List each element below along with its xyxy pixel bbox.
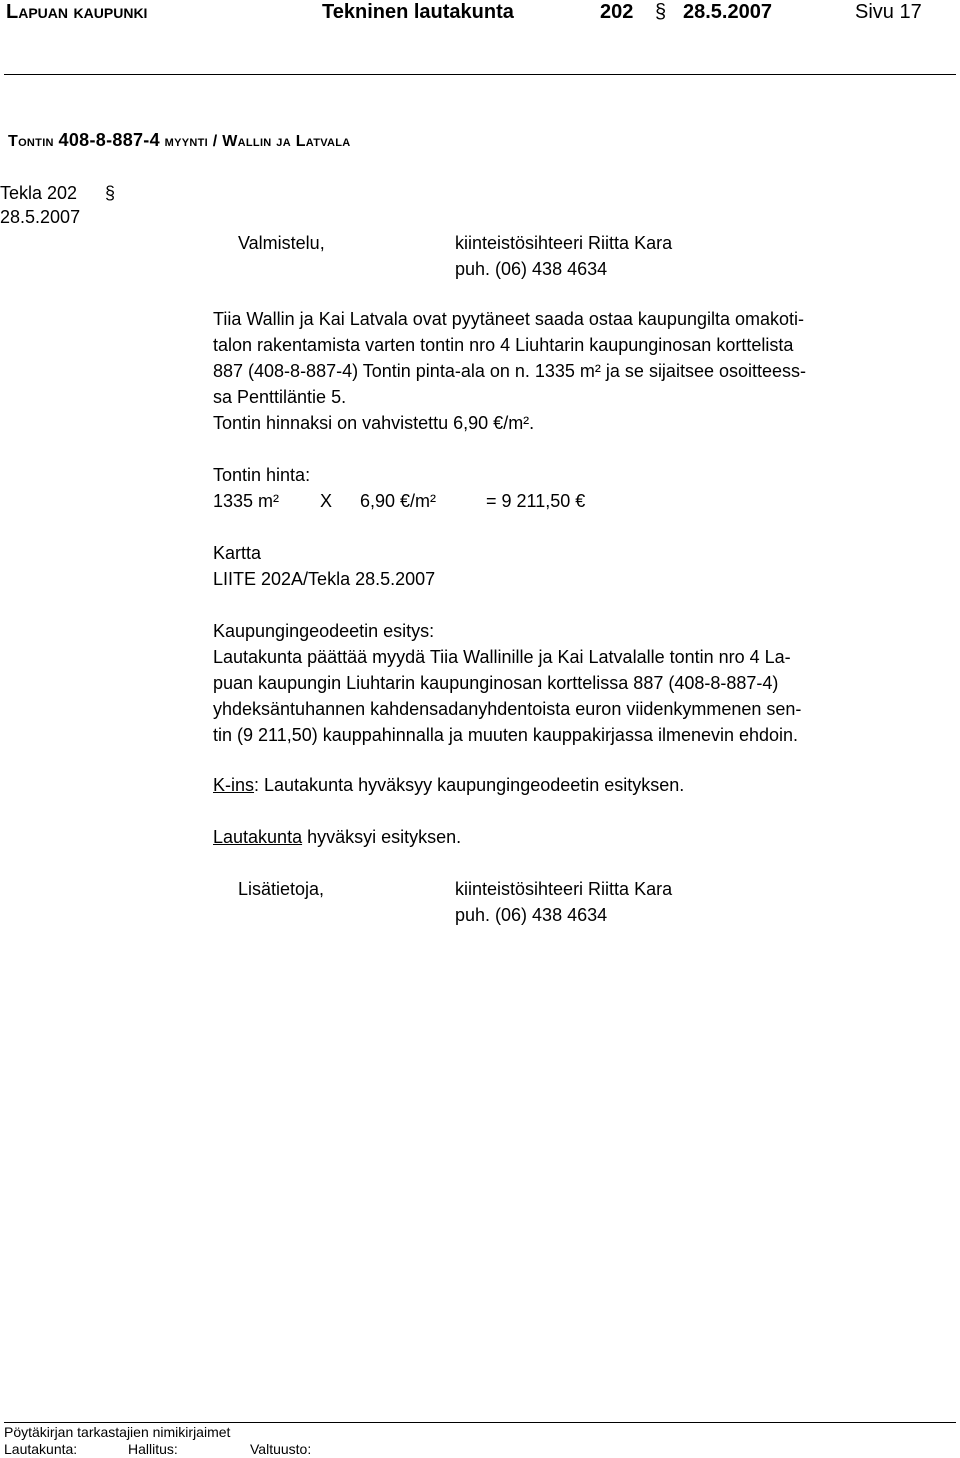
page-number: Sivu 17 bbox=[855, 1, 922, 23]
footer-rule bbox=[4, 1422, 956, 1423]
section-number: 202 bbox=[600, 1, 634, 23]
footer-title: Pöytäkirjan tarkastajien nimikirjaimet bbox=[4, 1424, 231, 1440]
price-label: Tontin hinta: bbox=[213, 465, 311, 485]
proposal-line: puan kaupungin Liuhtarin kaupunginosan korttelissa 887 (408-8-887-4) bbox=[213, 673, 779, 693]
intro-line: talon rakentamista varten tontin nro 4 Liuhtarin kaupunginosan korttelista bbox=[213, 335, 794, 355]
proposal-line: Lautakunta päättää myydä Tiia Wallinille ja Kai Latvalalle tontin nro 4 La- bbox=[213, 647, 791, 667]
kins-statement bbox=[213, 772, 684, 798]
map-attachment: LIITE 202A/Tekla 28.5.2007 bbox=[213, 569, 436, 589]
ref-section-mark: § bbox=[105, 183, 116, 203]
meeting-date: 28.5.2007 bbox=[683, 1, 772, 23]
price-statement: Tontin hinnaksi on vahvistettu 6,90 €/m². bbox=[213, 413, 535, 433]
ref-date: 28.5.2007 bbox=[0, 207, 81, 227]
proposal-paragraph bbox=[213, 644, 938, 748]
kins-text: : Lautakunta hyväksyy kaupungingeodeetin esityksen. bbox=[254, 775, 685, 795]
info-label: Lisätietoja, bbox=[238, 879, 325, 899]
map-label: Kartta bbox=[213, 543, 262, 563]
price-area: 1335 m² bbox=[213, 491, 280, 511]
price-times: X bbox=[320, 491, 333, 511]
footer-signer-council: Valtuusto: bbox=[250, 1441, 312, 1457]
info-phone: puh. (06) 438 4634 bbox=[455, 905, 608, 925]
footer-signer-board: Lautakunta: bbox=[4, 1441, 78, 1457]
ref-tekla: Tekla 202 bbox=[0, 183, 78, 203]
committee-name: Tekninen lautakunta bbox=[322, 1, 514, 23]
proposal-label: Kaupungingeodeetin esitys: bbox=[213, 621, 435, 641]
footer-signer-government: Hallitus: bbox=[128, 1441, 178, 1457]
decision-text: hyväksyi esityksen. bbox=[302, 827, 462, 847]
preparer-name: kiinteistösihteeri Riitta Kara bbox=[455, 233, 673, 253]
page-title: Tontin 408-8-887-4 myynti / Wallin ja Latvala bbox=[8, 130, 351, 150]
decision-label: Lautakunta bbox=[213, 827, 303, 847]
intro-line: sa Penttiläntie 5. bbox=[213, 387, 347, 407]
preparer-label: Valmistelu, bbox=[238, 233, 325, 253]
intro-paragraph bbox=[213, 306, 938, 436]
header-rule bbox=[4, 74, 956, 75]
intro-line: 887 (408-8-887-4) Tontin pinta-ala on n. 1335 m² ja se sijaitsee osoitteess- bbox=[213, 361, 807, 381]
kins-label: K-ins bbox=[213, 775, 255, 795]
price-unit: 6,90 €/m² bbox=[360, 491, 437, 511]
info-name: kiinteistösihteeri Riitta Kara bbox=[455, 879, 673, 899]
price-total: = 9 211,50 € bbox=[486, 491, 586, 511]
preparer-phone: puh. (06) 438 4634 bbox=[455, 259, 608, 279]
intro-line: Tiia Wallin ja Kai Latvala ovat pyytäneet saada ostaa kaupungilta omakoti- bbox=[213, 309, 805, 329]
org-name: Lapuan kaupunki bbox=[6, 1, 148, 23]
decision-statement bbox=[213, 824, 461, 850]
proposal-line: yhdeksäntuhannen kahdensadanyhdentoista euron viidenkymmenen sen- bbox=[213, 699, 802, 719]
proposal-line: tin (9 211,50) kauppahinnalla ja muuten kauppakirjassa ilmenevin ehdoin. bbox=[213, 725, 799, 745]
section-mark: § bbox=[655, 1, 667, 23]
